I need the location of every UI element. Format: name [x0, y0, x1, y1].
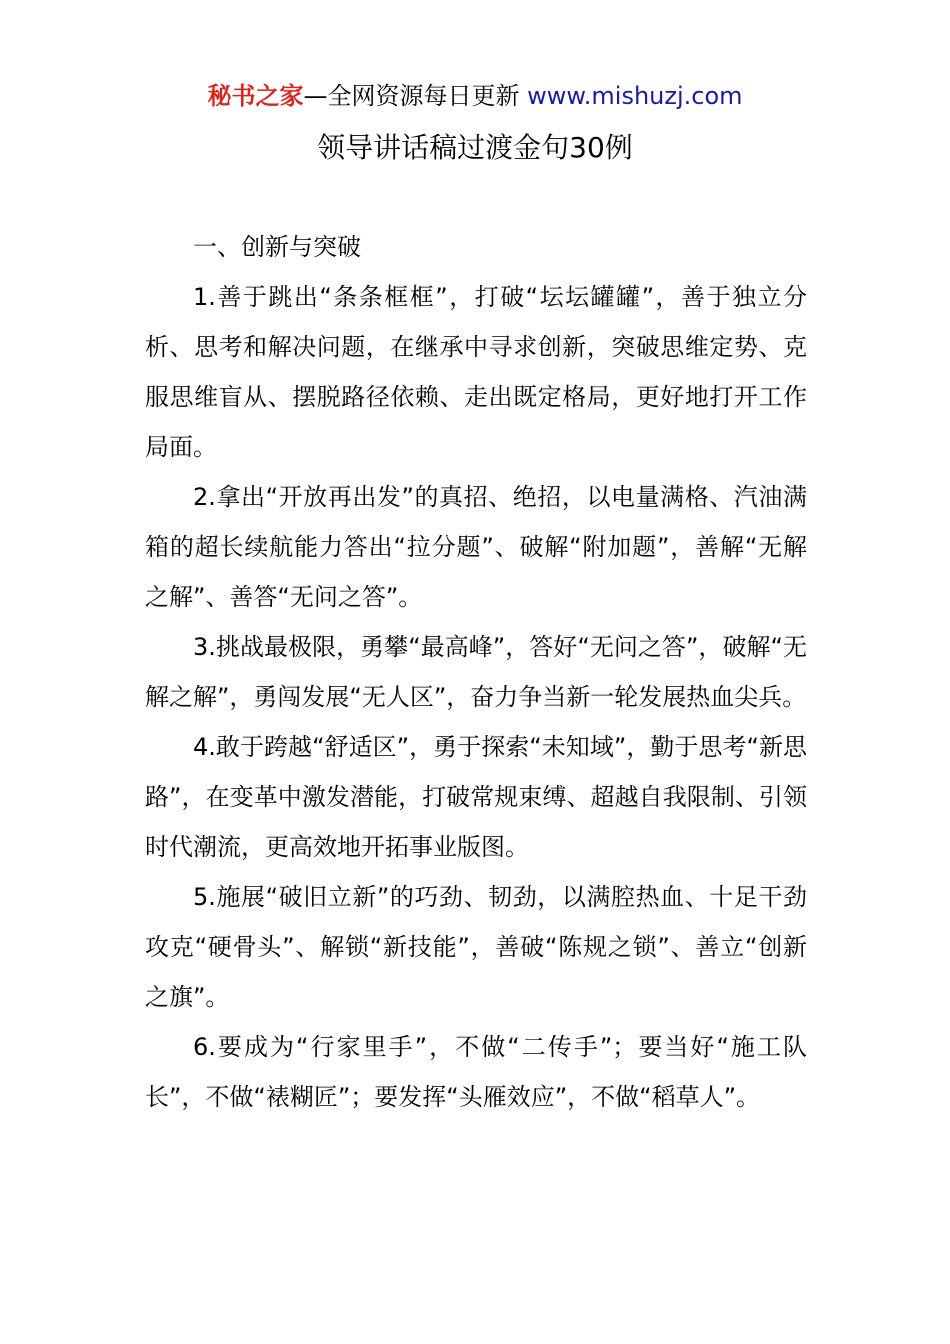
- paragraph: 6.要成为“行家里手”，不做“二传手”；要当好“施工队长”，不做“裱糊匠”；要发挥“头雁效应”，不做“稻草人”。: [145, 1033, 807, 1111]
- site-tagline: —全网资源每日更新: [303, 82, 528, 110]
- document-title: 领导讲话稿过渡金句30例: [317, 131, 633, 164]
- paragraph: 5.施展“破旧立新”的巧劲、韧劲，以满腔热血、十足干劲攻克“硬骨头”、解锁“新技能”，善破“陈规之锁”、善立“创新之旗”。: [145, 883, 807, 1011]
- paragraph: 1.善于跳出“条条框框”，打破“坛坛罐罐”，善于独立分析、思考和解决问题，在继承中寻求创新，突破思维定势、克服思维盲从、摆脱路径依赖、走出既定格局，更好地打开工作局面。: [145, 283, 807, 461]
- site-header: [0, 80, 950, 112]
- section-heading: 一、创新与突破: [193, 233, 361, 261]
- paragraph: 4.敢于跨越“舒适区”，勇于探索“未知域”，勤于思考“新思路”，在变革中激发潜能，打破常规束缚、超越自我限制、引领时代潮流，更高效地开拓事业版图。: [145, 733, 807, 861]
- site-brand: 秘书之家: [207, 82, 304, 110]
- site-url-link[interactable]: www.mishuzj.com: [527, 82, 743, 110]
- document-body: [145, 222, 807, 1122]
- paragraph: 3.挑战最极限，勇攀“最高峰”，答好“无问之答”，破解“无解之解”，勇闯发展“无人区”，奋力争当新一轮发展热血尖兵。: [145, 633, 807, 711]
- paragraph: 2.拿出“开放再出发”的真招、绝招，以电量满格、汽油满箱的超长续航能力答出“拉分题”、破解“附加题”，善解“无解之解”、善答“无问之答”。: [145, 483, 807, 611]
